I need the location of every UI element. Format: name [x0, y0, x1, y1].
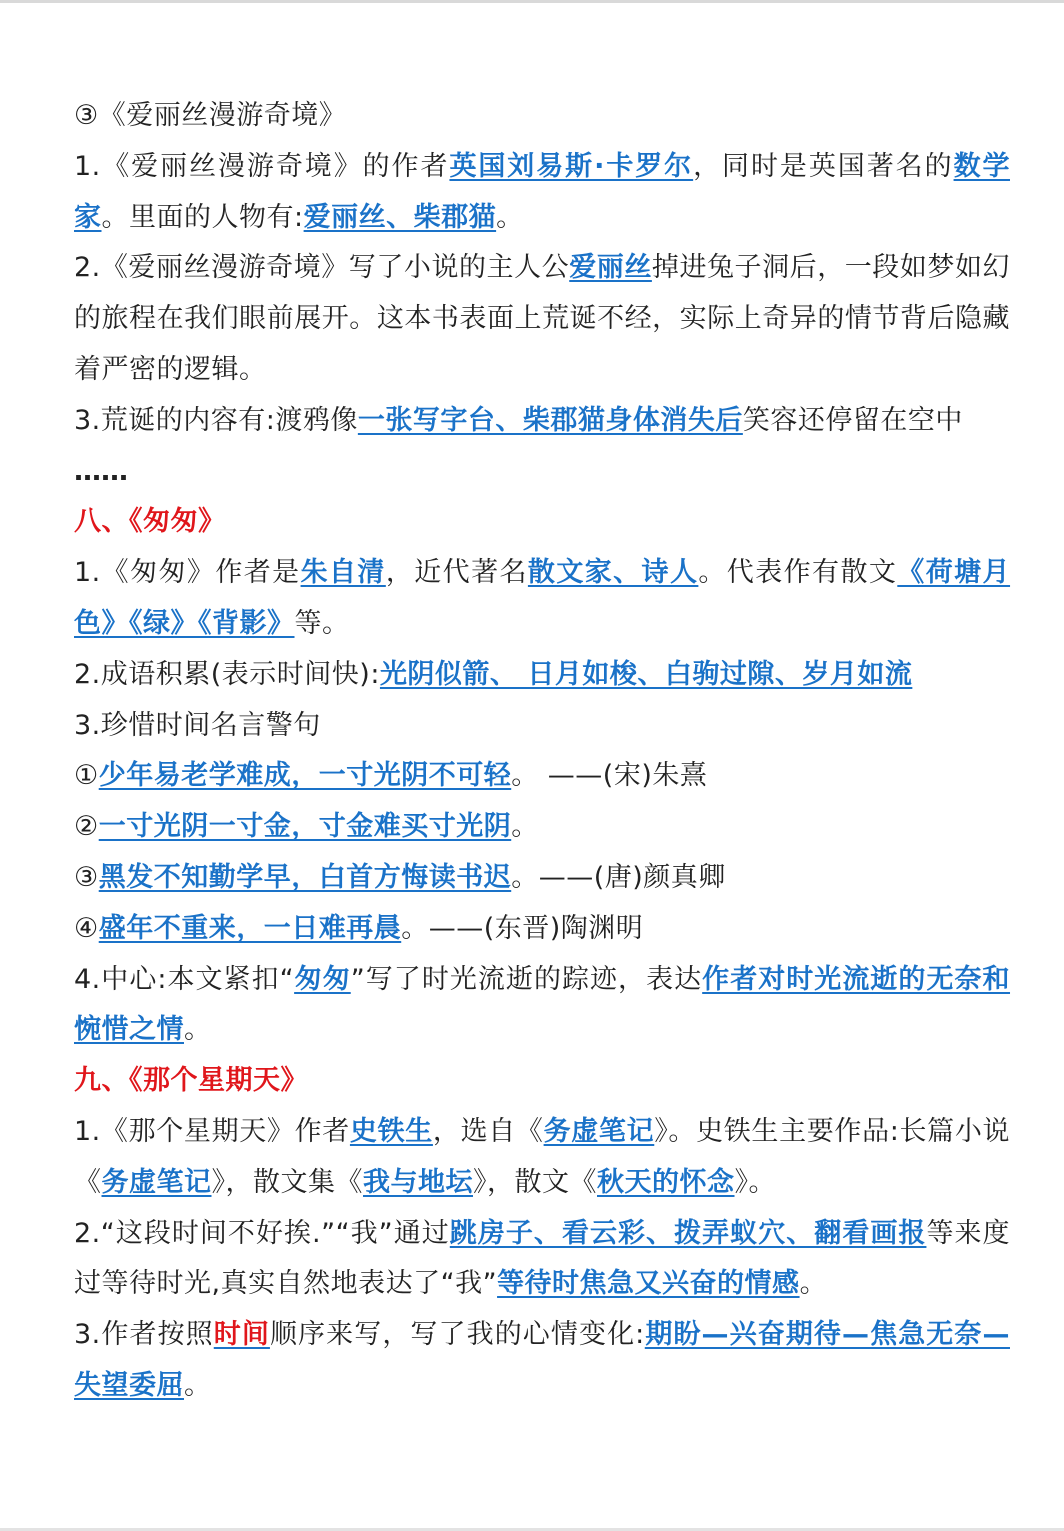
document-page	[74, 91, 1010, 1412]
quote-text-answer: 盛年不重来，一日难再晨	[98, 912, 402, 944]
alice-point-1	[74, 142, 1010, 244]
congcong-point-2	[74, 650, 1010, 701]
alice-p1-text-4: 。	[496, 201, 524, 233]
alice-point-3	[74, 396, 1010, 498]
section-heading-congcong	[74, 497, 1010, 548]
quote-text-answer: 一寸光阴一寸金，寸金难买寸光阴	[98, 811, 512, 843]
sd-order-answer: 时间	[213, 1319, 270, 1351]
alice-p3-text-2: 笑容还停留在空中	[742, 404, 963, 436]
cc-identity-answer: 散文家、诗人	[527, 557, 699, 589]
sd-source-answer: 务虚笔记	[543, 1115, 655, 1147]
sd-p3-text-1: 3.作者按照	[74, 1319, 214, 1351]
alice-author-answer: 英国刘易斯·卡罗尔	[449, 150, 694, 182]
sd-essay-answer: 秋天的怀念	[597, 1166, 735, 1198]
sd-p2-text-2: 等来度过等待时光,真实自然地表达了“我”	[74, 1217, 1011, 1300]
sd-p1-text-3: 》。史铁生主要作品:长篇小说《	[74, 1115, 1011, 1198]
quote-item	[74, 904, 1010, 955]
quote-attribution: 。——(唐)颜真卿	[511, 861, 726, 893]
sd-p2-text-3: 。	[799, 1268, 828, 1300]
sd-feeling-answer: 等待时焦急又兴奋的情感	[497, 1268, 800, 1300]
alice-p1-text-2: ，同时是英国著名的	[693, 150, 954, 182]
quote-attribution: 。 ——(宋)朱熹	[511, 760, 708, 792]
sd-p3-text-2: 顺序来写，写了我的心情变化:	[269, 1319, 645, 1351]
cc-theme-answer: 作者对时光流逝的无奈和惋惜之情	[74, 963, 1011, 1046]
cc-p2-text-1: 2.成语积累(表示时间快):	[74, 658, 380, 690]
cc-author-answer: 朱自清	[300, 557, 386, 589]
cc-p1-text-1: 1.《匆匆》作者是	[74, 557, 301, 589]
cc-p4-text-2: ”写了时光流逝的踪迹，表达	[350, 963, 703, 995]
alice-p2-text-2: 掉进兔子洞后，一段如梦如幻的旅程在我们眼前展开。这本书表面上荒诞不经，实际上奇异的情节背后隐藏着严密的逻辑。	[74, 252, 1011, 385]
alice-absurd-answer: 一张写字台、柴郡猫身体消失后	[357, 404, 743, 436]
alice-characters-answer: 爱丽丝、柴郡猫	[303, 201, 497, 233]
sunday-point-1	[74, 1107, 1010, 1209]
sd-p1-text-5: 》，散文《	[473, 1166, 597, 1198]
cc-p4-text-3: 。	[184, 1014, 212, 1046]
sunday-point-2	[74, 1209, 1010, 1311]
congcong-point-3	[74, 701, 1010, 752]
quote-attribution: 。——(东晋)陶渊明	[401, 912, 644, 944]
sd-p1-text-4: 》，散文集《	[211, 1166, 363, 1198]
congcong-point-1	[74, 548, 1010, 650]
alice-profession-answer: 数学家	[74, 150, 1010, 233]
sunday-point-3	[74, 1310, 1010, 1412]
quote-item	[74, 853, 1010, 904]
quote-item	[74, 802, 1010, 853]
cc-p4-text-1: 4.中心:本文紧扣“	[74, 963, 295, 995]
alice-p1-text-3: 。里面的人物有:	[101, 201, 304, 233]
sd-p3-text-3: 。	[184, 1369, 212, 1401]
cc-keyword-answer: 匆匆	[294, 963, 351, 995]
alice-protagonist-answer: 爱丽丝	[569, 252, 652, 284]
quote-text-answer: 黑发不知勤学早，白首方悔读书迟	[98, 861, 512, 893]
section-heading-sunday	[74, 1056, 1010, 1107]
cc-idioms-answer: 光阴似箭、 日月如梭、白驹过隙、岁月如流	[379, 658, 913, 690]
alice-p3-text-1: 3.荒诞的内容有:渡鸦像	[74, 404, 358, 436]
cc-p1-text-2: ，近代著名	[385, 557, 528, 589]
book-title-text: ③《爱丽丝漫游奇境》	[74, 100, 347, 131]
quote-item	[74, 751, 1010, 802]
alice-ellipsis: ……	[74, 455, 128, 487]
sd-novel-answer: 务虚笔记	[101, 1166, 212, 1198]
sd-p1-text-1: 1.《那个星期天》作者	[74, 1115, 350, 1147]
quote-text-answer: 少年易老学难成，一寸光阴不可轻	[98, 760, 512, 792]
sd-p1-text-2: ，选自《	[432, 1115, 544, 1147]
alice-p2-text-1: 2.《爱丽丝漫游奇境》写了小说的主人公	[74, 252, 570, 284]
sd-essays-answer: 我与地坛	[363, 1166, 473, 1198]
quote-attribution: 。	[511, 811, 539, 843]
alice-point-2	[74, 243, 1010, 395]
quote-number: ③	[74, 861, 99, 893]
book-title-alice	[74, 91, 1010, 142]
cc-works-answer: 《荷塘月色》《绿》《背影》	[74, 557, 1011, 639]
section-heading-text: 九、《那个星期天》	[74, 1065, 308, 1097]
section-heading-text: 八、《匆匆》	[74, 506, 226, 538]
sd-p2-text-1: 2.“这段时间不好挨.”“我”通过	[74, 1217, 450, 1249]
cc-p1-text-3: 。代表作有散文	[698, 557, 898, 589]
sd-author-answer: 史铁生	[349, 1115, 433, 1147]
sd-p1-text-6: 》。	[734, 1166, 776, 1198]
sd-mood-answer: 期盼—兴奋期待—焦急无奈—失望委屈	[74, 1319, 1010, 1401]
quote-number: ②	[74, 811, 99, 843]
sd-activities-answer: 跳房子、看云彩、拨弄蚁穴、翻看画报	[449, 1217, 927, 1249]
top-border	[0, 0, 1064, 3]
cc-p1-text-4: 等。	[294, 607, 350, 639]
quote-number: ④	[74, 912, 99, 944]
cc-p3-text-1: 3.珍惜时间名言警句	[74, 709, 321, 741]
alice-p1-text-1: 1.《爱丽丝漫游奇境》的作者	[74, 150, 450, 182]
congcong-point-4	[74, 955, 1010, 1057]
quote-number: ①	[74, 760, 99, 792]
